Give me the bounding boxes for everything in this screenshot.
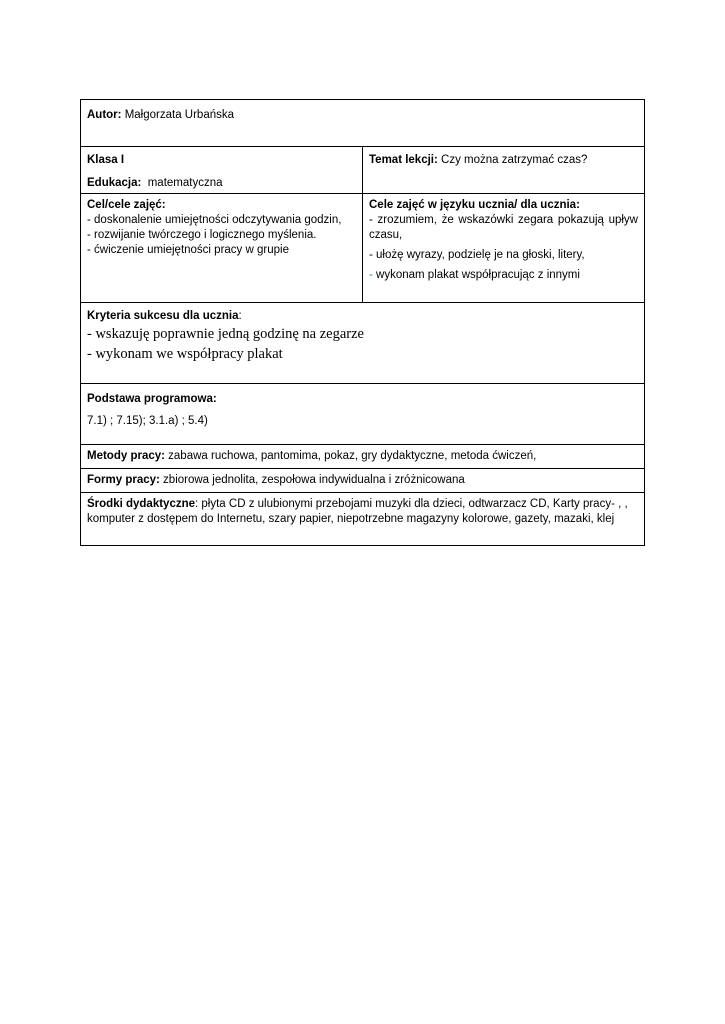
curriculum-cell [81, 384, 645, 445]
resources-value: : płyta CD z ulubionymi przebojami muzyki dla dzieci, odtwarzacz CD, Karty pracy- , , komputer z dostępem do Internetu, szary papier, niepotrzebne magazyny kolorowe, gazety, mazaki, klej [87, 498, 628, 525]
curriculum-label: Podstawa programowa: [87, 393, 217, 405]
author-cell [81, 100, 645, 147]
education-line [87, 176, 356, 191]
curriculum-value: 7.1) ; 7.15); 3.1.a) ; 5.4) [87, 415, 208, 427]
education-value: matematyczna [147, 177, 223, 189]
goal-item: - doskonalenie umiejętności odczytywania godzin, [87, 214, 342, 226]
forms-label: Formy pracy: [87, 474, 160, 486]
student-goal-text: wykonam plakat współpracując z innymi [372, 269, 580, 281]
student-goals-cell [363, 194, 645, 303]
criteria-colon: : [238, 310, 242, 322]
criteria-item: - wskazuję poprawnie jedną godzinę na zegarze [87, 326, 364, 342]
methods-value: zabawa ruchowa, pantomima, pokaz, gry dydaktyczne, metoda ćwiczeń, [164, 450, 537, 462]
class-label: Klasa I [87, 154, 125, 166]
methods-cell [81, 445, 645, 469]
author-value: Małgorzata Urbańska [124, 109, 235, 121]
class-cell [81, 147, 363, 194]
forms-cell [81, 469, 645, 493]
goal-item: - rozwijanie twórczego i logicznego myślenia. [87, 229, 317, 241]
class-topic-row [81, 147, 645, 194]
lesson-plan-document [80, 99, 645, 546]
criteria-item: - wykonam we współpracy plakat [87, 346, 283, 362]
topic-label: Temat lekcji: [369, 154, 438, 166]
curriculum-row [81, 384, 645, 445]
methods-label: Metody pracy: [87, 450, 165, 462]
criteria-cell [81, 303, 645, 384]
lesson-plan-table [80, 99, 645, 546]
methods-row [81, 445, 645, 469]
criteria-row [81, 303, 645, 384]
forms-row [81, 469, 645, 493]
author-label: Autor: [87, 109, 122, 121]
author-row [81, 100, 645, 147]
topic-cell [363, 147, 645, 194]
topic-value: Czy można zatrzymać czas? [441, 154, 588, 166]
forms-value: zbiorowa jednolita, zespołowa indywidualna i zróżnicowana [159, 474, 465, 486]
goals-row [81, 194, 645, 303]
student-goals-label: Cele zajęć w języku ucznia/ dla ucznia: [369, 199, 580, 211]
student-goal-item: - zrozumiem, że wskazówki zegara pokazują upływ czasu, [369, 214, 638, 241]
student-goal-item: - ułożę wyrazy, podzielę je na głoski, litery, [369, 249, 585, 261]
student-goal-item [369, 268, 638, 283]
resources-label: Środki dydaktyczne [87, 498, 196, 510]
student-goal-dash: - [369, 269, 373, 281]
resources-cell [81, 493, 645, 546]
goals-cell [81, 194, 363, 303]
education-label: Edukacja: [87, 177, 142, 189]
goal-item: - ćwiczenie umiejętności pracy w grupie [87, 244, 289, 256]
resources-row [81, 493, 645, 546]
criteria-label: Kryteria sukcesu dla ucznia [87, 310, 239, 322]
goals-label: Cel/cele zajęć: [87, 199, 166, 211]
criteria-heading [87, 309, 638, 324]
